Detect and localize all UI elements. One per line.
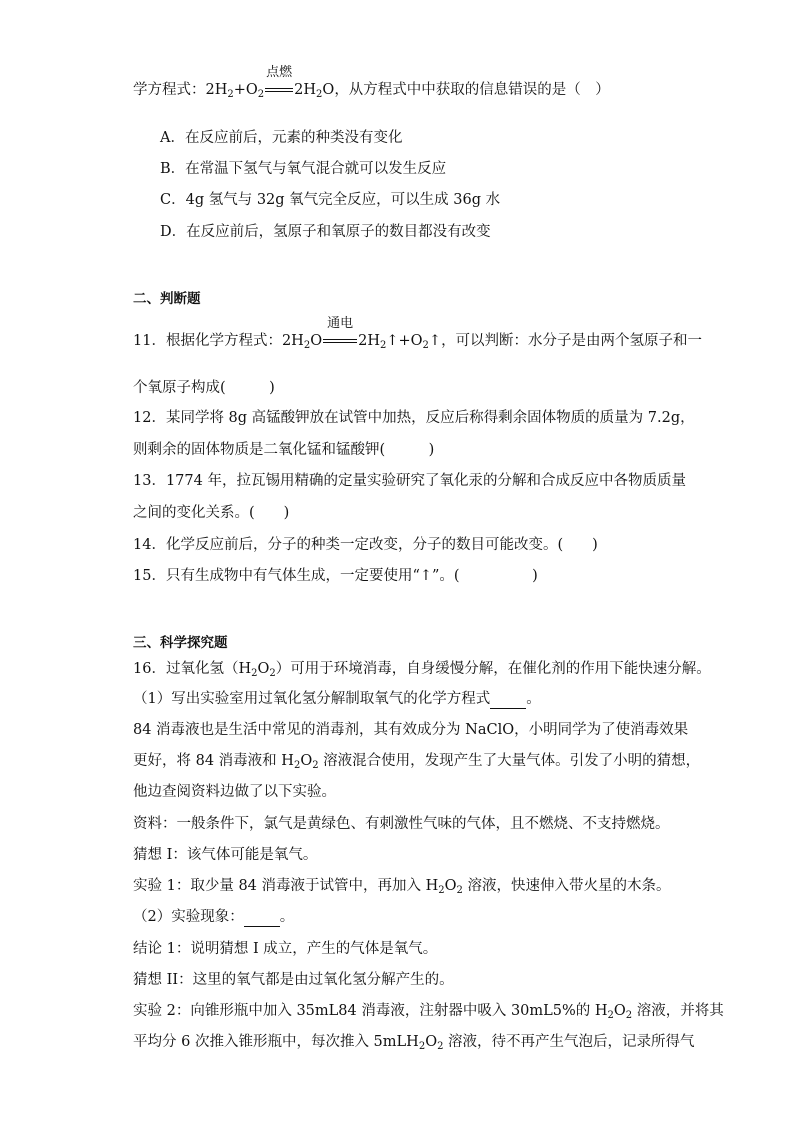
q14: 14．化学反应前后，分子的种类一定改变，分子的数目可能改变。( ) xyxy=(133,537,598,553)
answer-blank[interactable] xyxy=(244,912,280,927)
experiment-1: 实验 1：取少量 84 消毒液于试管中，再加入 $H_2O_2$ 溶液，快速伸入带火星的木条。 xyxy=(133,878,671,896)
section-heading-judgment: 二、判断题 xyxy=(133,291,201,307)
q11-line2: 个氧原子构成( ) xyxy=(133,380,275,396)
para84-line3: 他边查阅资料边做了以下实验。 xyxy=(133,784,336,800)
para84-line2: 更好，将 84 消毒液和 $H_2O_2$ 溶液混合使用，发现产生了大量气体。引发了小明的猜想， xyxy=(133,753,701,771)
q12-line1: 12．某同学将 8g 高锰酸钾放在试管中加热，反应后称得剩余固体物质的质量为 7.2g， xyxy=(133,410,695,426)
conclusion-1: 结论 1：说明猜想 I 成立，产生的气体是氧气。 xyxy=(133,941,438,957)
q10-option-a: A．在反应前后，元素的种类没有变化 xyxy=(160,130,403,146)
q11-equation: $2H_2O$ 通电 $2H_2↑+O_2↑$ xyxy=(281,316,442,351)
q10-equation: $2H_2+O_2$ 点燃 $2H_2O$ xyxy=(205,65,335,100)
q10-stem-prefix: 学方程式： xyxy=(133,82,206,98)
q16-intro: 16．过氧化氢$(H_2O_2)$可用于环境消毒，自身缓慢分解，在催化剂的作用下能快速分解。 xyxy=(133,661,711,679)
q11-line1: 11．根据化学方程式：$2H_2O$ 通电 $2H_2↑+O_2↑$，可以判断：水分子是由两个氢原子和一 xyxy=(133,316,703,351)
q13-line1: 13．1774 年，拉瓦锡用精确的定量实验研究了氧化汞的分解和合成反应中各物质质量 xyxy=(133,473,686,489)
q10-option-c: C．4g 氢气与 32g 氧气完全反应，可以生成 36g 水 xyxy=(160,192,501,208)
q10-stem-suffix: ，从方程式中中获取的信息错误的是（ ） xyxy=(334,82,610,98)
section-heading-inquiry: 三、科学探究题 xyxy=(133,635,228,651)
q13-line2: 之间的变化关系。( ) xyxy=(133,505,290,521)
equals-sign xyxy=(323,339,357,343)
reaction-condition-electrolysis: 通电 xyxy=(323,331,357,351)
experiment-2-line1: 实验 2：向锥形瓶中加入 35mL84 消毒液，注射器中吸入 30mL5%的 $H_2O_2$ 溶液，并将其 xyxy=(133,1003,724,1021)
experiment-2-line2: 平均分 6 次推入锥形瓶中，每次推入 $5mLH_2O_2$ 溶液，待不再产生气泡后，记录所得气 xyxy=(133,1034,695,1052)
q10-option-b: B．在常温下氢气与氧气混合就可以发生反应 xyxy=(160,161,447,177)
answer-blank[interactable] xyxy=(490,694,526,709)
reaction-condition-ignite: 点燃 xyxy=(265,80,293,100)
q16-part2: （2）实验现象： 。 xyxy=(133,909,295,925)
data-note: 资料：一般条件下，氯气是黄绿色、有刺激性气味的气体，且不燃烧、不支持燃烧。 xyxy=(133,816,670,832)
q16-part1: （1）写出实验室用过氧化氢分解制取氧气的化学方程式 。 xyxy=(133,691,541,707)
q15: 15．只有生成物中有气体生成，一定要使用“↑”。( ) xyxy=(133,568,538,584)
guess-1: 猜想 I：该气体可能是氧气。 xyxy=(133,847,318,863)
equals-sign xyxy=(265,88,293,92)
q12-line2: 则剩余的固体物质是二氧化锰和锰酸钾( ) xyxy=(133,442,435,458)
para84-line1: 84 消毒液也是生活中常见的消毒剂，其有效成分为 NaClO，小明同学为了使消毒效果 xyxy=(133,722,689,738)
guess-2: 猜想 II：这里的氧气都是由过氧化氢分解产生的。 xyxy=(133,972,454,988)
q10-stem xyxy=(133,65,610,105)
q10-option-d: D．在反应前后，氢原子和氧原子的数目都没有改变 xyxy=(160,224,491,240)
